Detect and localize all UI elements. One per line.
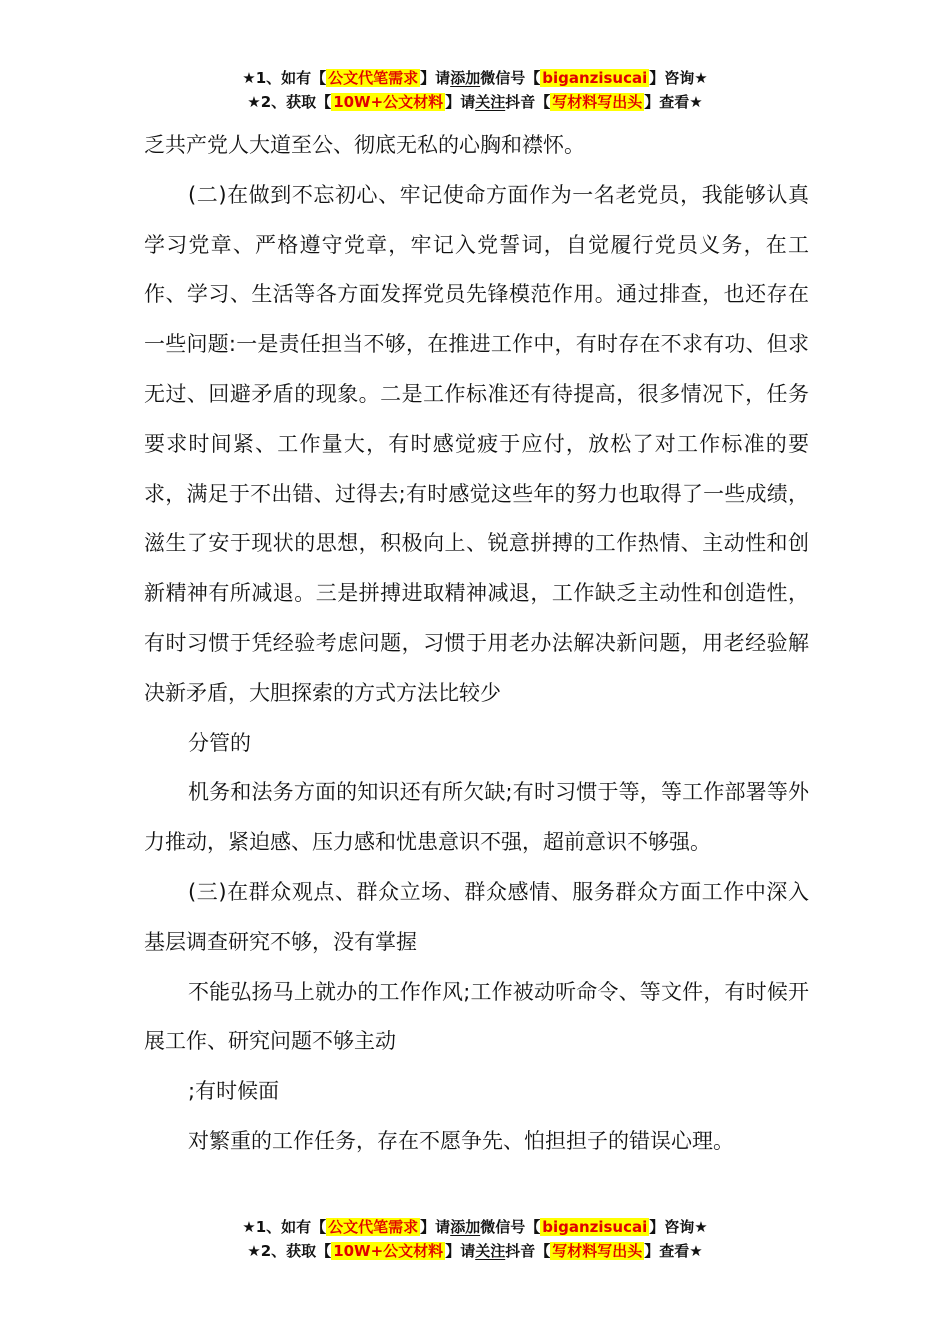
highlight-wechat-id: biganzisucai xyxy=(542,69,648,87)
banner-text: 抖音【 xyxy=(505,1242,551,1260)
banner-text: 】咨询★ xyxy=(649,69,708,87)
banner-text: 】请 xyxy=(420,69,451,87)
document-body xyxy=(144,121,809,1167)
paragraph: 不能弘扬马上就办的工作作风;工作被动听命令、等文件，有时候开展工作、研究问题不够主动 xyxy=(144,979,809,1054)
banner-line-2 xyxy=(0,90,950,114)
banner-line-1 xyxy=(0,1215,950,1239)
banner-line-1 xyxy=(0,66,950,90)
highlight-materials: 10W+公文材料 xyxy=(333,1242,444,1260)
banner-text: 】查看★ xyxy=(644,93,703,111)
banner-text: ★1、如有【 xyxy=(242,1218,327,1236)
highlight-service: 公文代笔需求 xyxy=(328,69,419,87)
underlined-add: 添加 xyxy=(450,69,481,87)
paragraph: 对繁重的工作任务，存在不愿争先、怕担担子的错误心理。 xyxy=(188,1128,734,1153)
banner-text: 】请 xyxy=(445,1242,476,1260)
banner-text: 】咨询★ xyxy=(649,1218,708,1236)
underlined-add: 添加 xyxy=(450,1218,481,1236)
banner-line-2 xyxy=(0,1239,950,1263)
banner-text: 】查看★ xyxy=(644,1242,703,1260)
banner-text: 微信号【 xyxy=(480,1218,541,1236)
paragraph: (三)在群众观点、群众立场、群众感情、服务群众方面工作中深入基层调查研究不够，没有掌握 xyxy=(144,879,809,954)
paragraph: 机务和法务方面的知识还有所欠缺;有时习惯于等，等工作部署等外力推动，紧迫感、压力感和忧患意识不强，超前意识不够强。 xyxy=(144,780,809,855)
banner-text: 微信号【 xyxy=(480,69,541,87)
paragraph: (二)在做到不忘初心、牢记使命方面作为一名老党员，我能够认真学习党章、严格遵守党章，牢记入党誓词，自觉履行党员义务，在工作、学习、生活等各方面发挥党员先锋模范作用。通过排查，也还存在一些问题:一是责任担当不够，在推进工作中，有时存在不求有功、但求无过、回避矛盾的现象。二是工作标准还有待提高，很多情况下，任务要求时间紧、工作量大，有时感觉疲于应付，放松了对工作标准的要求，满足于不出错、过得去;有时感觉这些年的努力也取得了一些成绩，滋生了安于现状的思想，积极向上、锐意拼搏的工作热情、主动性和创新精神有所减退。三是拼搏进取精神减退，工作缺乏主动性和创造性，有时习惯于凭经验考虑问题，习惯于用老办法解决新问题，用老经验解决新矛盾，大胆探索的方式方法比较少 xyxy=(144,182,809,705)
underlined-follow: 关注 xyxy=(475,1242,506,1260)
underlined-follow: 关注 xyxy=(475,93,506,111)
highlight-douyin: 写材料写出头 xyxy=(552,93,643,111)
banner-text: ★2、获取【 xyxy=(247,93,332,111)
highlight-douyin: 写材料写出头 xyxy=(552,1242,643,1260)
banner-text: 】请 xyxy=(445,93,476,111)
banner-text: ★2、获取【 xyxy=(247,1242,332,1260)
highlight-materials: 10W+公文材料 xyxy=(333,93,444,111)
banner-text: 抖音【 xyxy=(505,93,551,111)
footer-banner xyxy=(0,1215,950,1263)
header-banner xyxy=(0,66,950,114)
paragraph: 分管的 xyxy=(188,730,251,755)
banner-text: ★1、如有【 xyxy=(242,69,327,87)
highlight-wechat-id: biganzisucai xyxy=(542,1218,648,1236)
paragraph: 乏共产党人大道至公、彻底无私的心胸和襟怀。 xyxy=(144,133,585,157)
banner-text: 】请 xyxy=(420,1218,451,1236)
highlight-service: 公文代笔需求 xyxy=(328,1218,419,1236)
paragraph: ;有时候面 xyxy=(188,1079,280,1104)
